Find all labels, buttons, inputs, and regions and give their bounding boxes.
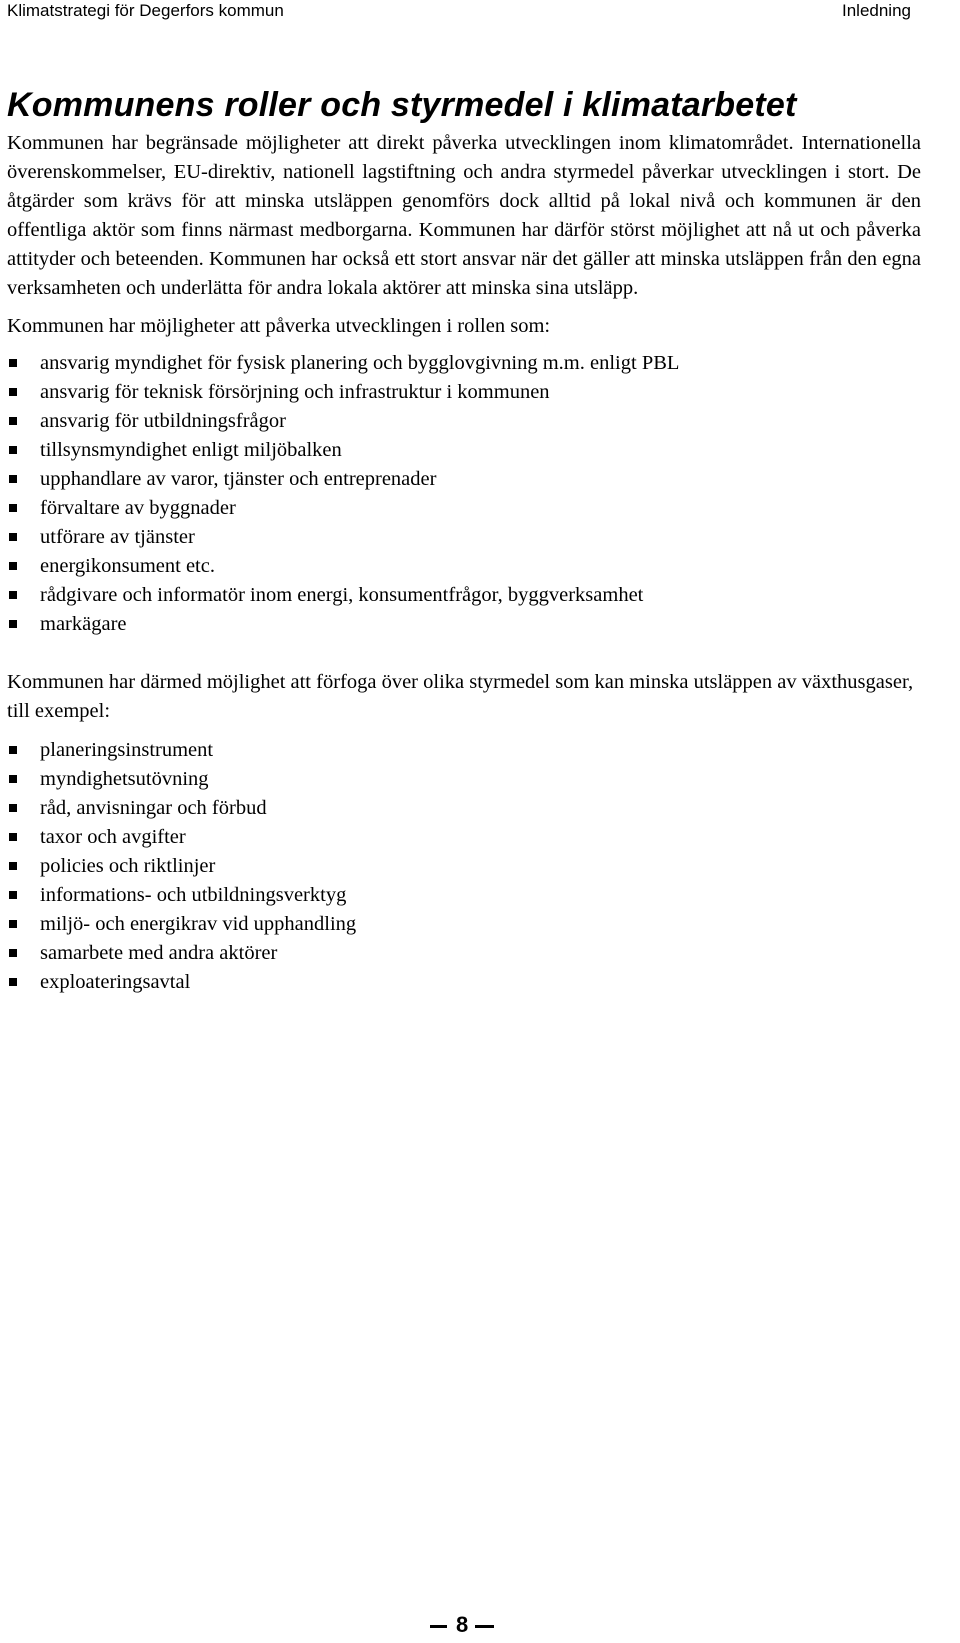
list-item-text: miljö- och energikrav vid upphandling: [40, 913, 357, 935]
intro-paragraph: Kommunen har begränsade möjligheter att direkt påverka utvecklingen inom klimatområdet. Internationella överenskommelser, EU-direktiv, nationell lagstiftning och andra styrmedel påverkar utvecklingen i stort. De åtgärder som krävs för att minska utsläppen genomförs dock alltid på lokal nivå och kommunen är den offentliga aktör som finns närmast medborgarna. Kommunen har därför störst möjlighet att nå ut och påverka attityder och beteenden. Kommunen har också ett stort ansvar när det gäller att minska utsläppen från den egna verksamheten och underlätta för andra lokala aktörer att minska sina utsläpp.: [7, 132, 921, 299]
list-item-text: informations- och utbildningsverktyg: [40, 884, 347, 906]
list-item-text: tillsynsmyndighet enligt miljöbalken: [40, 439, 342, 461]
list-item: [7, 968, 921, 997]
page-footer: [0, 1612, 960, 1638]
list-item-text: policies och riktlinjer: [40, 855, 216, 877]
square-bullet-icon: [9, 920, 17, 928]
list-item: [7, 881, 921, 910]
list-item: [7, 407, 921, 436]
list-item-text: energikonsument etc.: [40, 555, 215, 577]
list-item: [7, 581, 921, 610]
page-content: [7, 81, 921, 997]
list-item-text: rådgivare och informatör inom energi, konsumentfrågor, byggverksamhet: [40, 584, 644, 606]
list-item: [7, 465, 921, 494]
square-bullet-icon: [9, 591, 17, 599]
list-item: [7, 552, 921, 581]
list-item: [7, 823, 921, 852]
list-item-text: exploateringsavtal: [40, 971, 191, 993]
square-bullet-icon: [9, 833, 17, 841]
chapter-name: Inledning: [841, 1, 911, 20]
list-item: [7, 736, 921, 765]
square-bullet-icon: [9, 475, 17, 483]
square-bullet-icon: [9, 746, 17, 754]
list-item-text: planeringsinstrument: [40, 739, 214, 761]
list-item: [7, 910, 921, 939]
square-bullet-icon: [9, 562, 17, 570]
list-item: [7, 436, 921, 465]
running-header: [7, 0, 953, 22]
list-item: [7, 378, 921, 407]
square-bullet-icon: [9, 533, 17, 541]
square-bullet-icon: [9, 620, 17, 628]
list-item: [7, 349, 921, 378]
list-item: [7, 494, 921, 523]
list-item-text: utförare av tjänster: [40, 526, 195, 548]
instruments-list: [7, 736, 921, 997]
square-bullet-icon: [9, 978, 17, 986]
list-item-text: ansvarig myndighet för fysisk planering och bygglovgivning m.m. enligt PBL: [40, 352, 680, 374]
square-bullet-icon: [9, 359, 17, 367]
list-item-text: markägare: [40, 613, 127, 635]
list-item-text: förvaltare av byggnader: [40, 497, 236, 519]
list-item-text: råd, anvisningar och förbud: [40, 797, 267, 819]
list-item: [7, 794, 921, 823]
instruments-intro-paragraph: Kommunen har därmed möjlighet att förfoga över olika styrmedel som kan minska utsläppen av växthusgaser, till exempel:: [7, 671, 914, 722]
list-item: [7, 765, 921, 794]
square-bullet-icon: [9, 949, 17, 957]
list-item: [7, 939, 921, 968]
roles-intro-paragraph: Kommunen har möjligheter att påverka utvecklingen i rollen som:: [7, 315, 551, 337]
list-item: [7, 523, 921, 552]
page-number: 8: [456, 1612, 469, 1637]
list-item-text: samarbete med andra aktörer: [40, 942, 278, 964]
list-item: [7, 610, 921, 639]
list-item-text: myndighetsutövning: [40, 768, 209, 790]
square-bullet-icon: [9, 891, 17, 899]
square-bullet-icon: [9, 775, 17, 783]
footer-dash-left: [430, 1625, 447, 1628]
list-item: [7, 852, 921, 881]
list-item-text: upphandlare av varor, tjänster och entreprenader: [40, 468, 437, 490]
list-item-text: ansvarig för teknisk försörjning och infrastruktur i kommunen: [40, 381, 550, 403]
section-title: Kommunens roller och styrmedel i klimatarbetet: [7, 86, 797, 124]
square-bullet-icon: [9, 388, 17, 396]
list-item-text: taxor och avgifter: [40, 826, 186, 848]
square-bullet-icon: [9, 862, 17, 870]
document-title: Klimatstrategi för Degerfors kommun: [7, 1, 284, 20]
square-bullet-icon: [9, 804, 17, 812]
square-bullet-icon: [9, 446, 17, 454]
list-item-text: ansvarig för utbildningsfrågor: [40, 410, 286, 432]
square-bullet-icon: [9, 504, 17, 512]
square-bullet-icon: [9, 417, 17, 425]
roles-list: [7, 349, 921, 639]
footer-dash-right: [475, 1625, 494, 1628]
